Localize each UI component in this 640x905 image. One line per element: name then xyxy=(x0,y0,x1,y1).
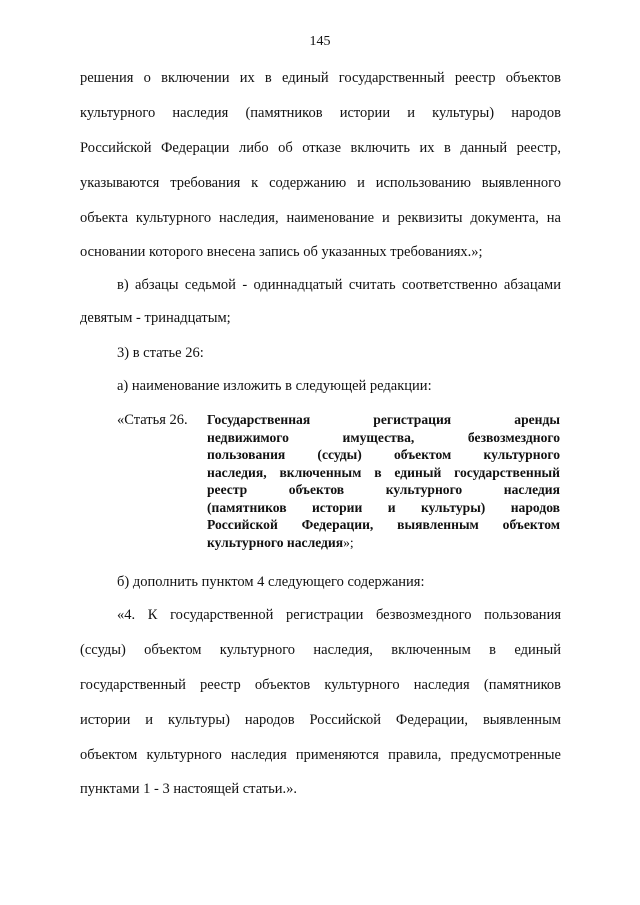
item-3: 3) в статье 26: xyxy=(117,345,204,361)
item-v-line: девятым - тринадцатым; xyxy=(80,310,231,326)
article-title-line: Российской Федерации, выявленным объектом xyxy=(207,517,560,532)
article-title-suffix: »; xyxy=(343,534,354,550)
article-title-line: наследия, включенным в единый государственный xyxy=(207,464,560,480)
paragraph4-line: пунктами 1 - 3 настоящей статьи.». xyxy=(80,781,297,797)
article-title-last-line xyxy=(207,534,560,552)
paragraph1-line: основании которого внесена запись об указанных требованиях.»; xyxy=(80,244,483,260)
paragraph1-line: культурного наследия (памятников истории и культуры) народов xyxy=(80,105,561,121)
page-number: 145 xyxy=(309,34,331,49)
item-b: б) дополнить пунктом 4 следующего содержания: xyxy=(117,574,425,590)
paragraph4-line: (ссуды) объектом культурного наследия, включенным в единый xyxy=(80,642,561,658)
paragraph1-line: указываются требования к содержанию и использованию выявленного xyxy=(80,175,561,191)
article-title-line: пользования (ссуды) объектом культурного xyxy=(207,447,560,462)
article-label: «Статья 26. xyxy=(117,412,188,428)
article-title-line: недвижимого имущества, безвозмездного xyxy=(207,429,560,445)
paragraph1-line: Российской Федерации либо об отказе включить их в данный реестр, xyxy=(80,140,561,156)
article-title-line: культурного наследия xyxy=(207,534,344,550)
paragraph4-line: государственный реестр объектов культурного наследия (памятников xyxy=(80,677,561,693)
paragraph4-line: истории и культуры) народов Российской Федерации, выявленным xyxy=(80,712,561,728)
article-title-line: (памятников истории и культуры) народов xyxy=(207,499,560,515)
paragraph1-line: решения о включении их в единый государственный реестр объектов xyxy=(80,70,561,86)
item-a: а) наименование изложить в следующей редакции: xyxy=(117,378,432,394)
item-v-line: в) абзацы седьмой - одиннадцатый считать соответственно абзацами xyxy=(117,277,561,293)
article-title-line: Государственная регистрация аренды xyxy=(207,412,560,427)
paragraph4-line: «4. К государственной регистрации безвозмездного пользования xyxy=(117,607,561,623)
paragraph4-line: объектом культурного наследия применяются правила, предусмотренные xyxy=(80,747,561,763)
article-title-line: реестр объектов культурного наследия xyxy=(207,482,560,497)
paragraph1-line: объекта культурного наследия, наименование и реквизиты документа, на xyxy=(80,210,561,226)
article-title xyxy=(207,411,560,551)
